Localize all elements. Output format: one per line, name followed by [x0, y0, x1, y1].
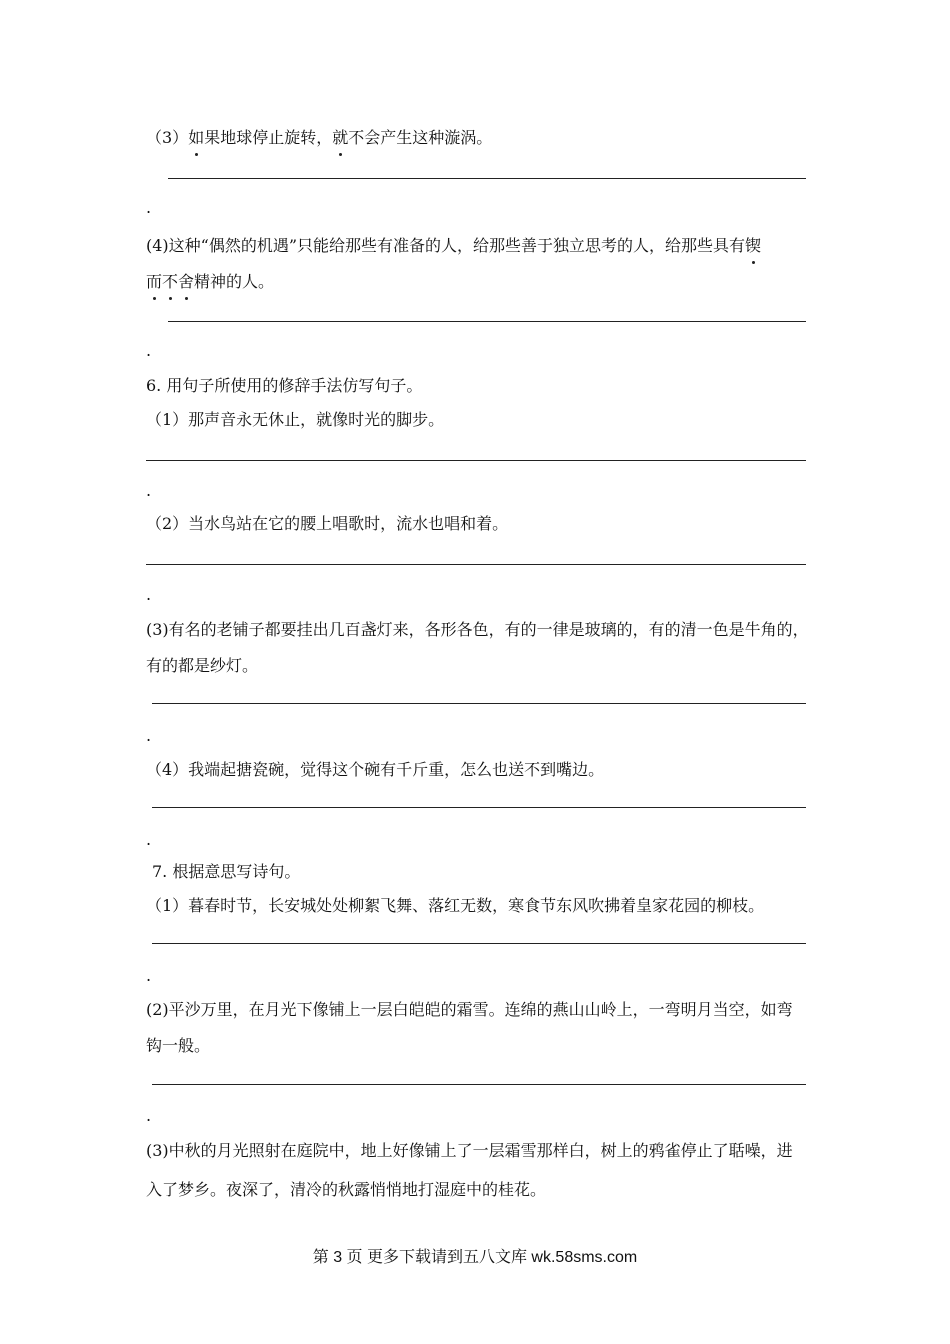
q5-item4-emph-2c: 舍: [178, 272, 195, 291]
q5-item4-text-1a: (4)这种“偶然的机遇”只能给那些有准备的人，给那些善于独立思考的人，给那些具有: [146, 236, 746, 255]
answer-marker: .: [146, 726, 152, 745]
answer-marker: .: [146, 585, 152, 604]
q7-heading: 7. 根据意思写诗句。: [152, 862, 301, 881]
page-footer: 第 3 页 更多下载请到五八文库 wk.58sms.com: [312, 1249, 638, 1266]
q5-item4-line2: [146, 272, 274, 292]
answer-marker: .: [146, 481, 152, 500]
q6-item1: （1）那声音永无休止，就像时光的脚步。: [146, 410, 445, 429]
answer-line-q5-4[interactable]: [168, 321, 806, 322]
q5-item4-line1: [146, 236, 761, 256]
q5-item4-emph-2a: 而: [146, 272, 163, 291]
q7-item2-line1: (2)平沙万里，在月光下像铺上一层白皑皑的霜雪。连绵的燕山山岭上，一弯明月当空，如弯: [146, 1000, 793, 1019]
q5-item3-emph-3: 就: [332, 128, 349, 147]
q6-item4: （4）我端起搪瓷碗，觉得这个碗有千斤重，怎么也送不到嘴边。: [146, 760, 605, 779]
q5-item4-emph-2b: 不: [162, 272, 179, 291]
answer-marker: .: [146, 966, 152, 985]
q6-item2: （2）当水鸟站在它的腰上唱歌时，流水也唱和着。: [146, 514, 509, 533]
q7-item3-line1: (3)中秋的月光照射在庭院中，地上好像铺上了一层霜雪那样白，树上的鸦雀停止了聒噪，进: [146, 1141, 793, 1160]
q5-item3-text-4: 不会产生这种漩涡。: [348, 128, 493, 147]
answer-marker: .: [146, 341, 152, 360]
q6-item3-line1: (3)有名的老铺子都要挂出几百盏灯来，各形各色，有的一律是玻璃的，有的清一色是牛角的，: [146, 620, 809, 639]
q5-item3: [146, 128, 492, 148]
q5-item3-text-2: 果地球停止旋转，: [204, 128, 333, 147]
q6-item3-line2: 有的都是纱灯。: [146, 656, 259, 675]
answer-marker: .: [146, 1106, 152, 1125]
answer-line-q6-3[interactable]: [152, 703, 806, 704]
q5-item4-text-2d: 精神的人。: [194, 272, 275, 291]
q5-item3-prefix: （3）: [146, 128, 189, 147]
q7-item1: （1）暮春时节，长安城处处柳絮飞舞、落红无数，寒食节东风吹拂着皇家花园的柳枝。: [146, 896, 765, 915]
q6-heading: 6. 用句子所使用的修辞手法仿写句子。: [146, 376, 423, 395]
q5-item4-emph-1b: 锲: [745, 236, 762, 255]
answer-line-q6-4[interactable]: [152, 807, 806, 808]
answer-line-q6-1[interactable]: [146, 460, 806, 461]
q5-item3-emph-1: 如: [188, 128, 205, 147]
answer-line-q7-1[interactable]: [152, 943, 806, 944]
q7-item3-line2: 入了梦乡。夜深了，清冷的秋露悄悄地打湿庭中的桂花。: [146, 1180, 547, 1199]
answer-line-q6-2[interactable]: [146, 564, 806, 565]
answer-line-q7-2[interactable]: [152, 1084, 806, 1085]
answer-marker: .: [146, 198, 152, 217]
answer-line-q5-3[interactable]: [168, 178, 806, 179]
q7-item2-line2: 钩一般。: [146, 1036, 211, 1055]
answer-marker: .: [146, 830, 152, 849]
